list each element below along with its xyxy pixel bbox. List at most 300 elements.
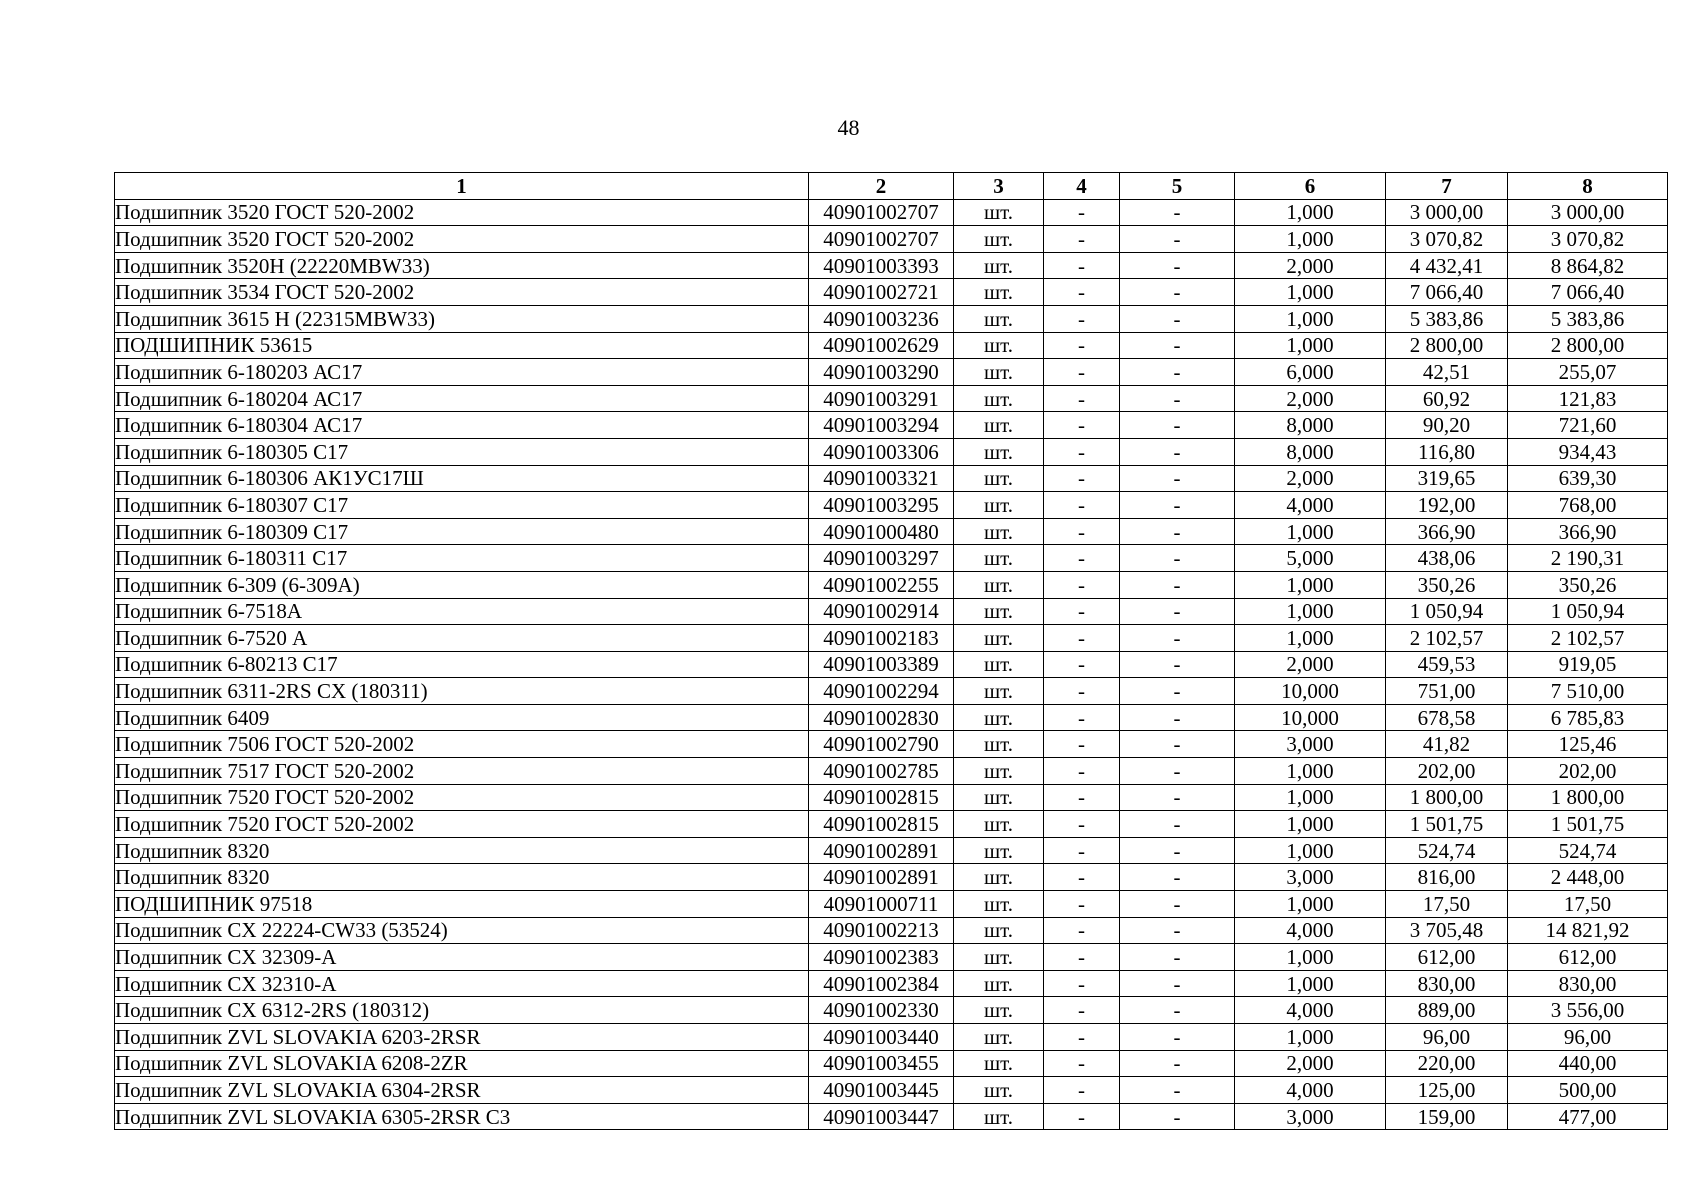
col5-value-cell: - [1120, 385, 1235, 412]
unit-cell: шт. [954, 758, 1044, 785]
unit-cell: шт. [954, 1050, 1044, 1077]
quantity-cell: 1,000 [1235, 226, 1386, 253]
quantity-cell: 8,000 [1235, 412, 1386, 439]
col5-value-cell: - [1120, 944, 1235, 971]
col4-value-cell: - [1044, 332, 1120, 359]
price-cell: 438,06 [1386, 545, 1508, 572]
col4-value-cell: - [1044, 1103, 1120, 1130]
item-code-cell: 40901003393 [809, 252, 954, 279]
amount-cell: 125,46 [1508, 731, 1668, 758]
amount-cell: 612,00 [1508, 944, 1668, 971]
price-cell: 1 050,94 [1386, 598, 1508, 625]
item-code-cell: 40901003447 [809, 1103, 954, 1130]
table-row [115, 731, 1668, 758]
item-name-cell: Подшипник ZVL SLOVAKIA 6208-2ZR [115, 1050, 809, 1077]
page-number: 48 [837, 115, 860, 140]
item-name-cell: Подшипник 6-7518А [115, 598, 809, 625]
col5-value-cell: - [1120, 226, 1235, 253]
unit-cell: шт. [954, 625, 1044, 652]
amount-cell: 2 448,00 [1508, 864, 1668, 891]
col5-value-cell: - [1120, 997, 1235, 1024]
quantity-cell: 1,000 [1235, 332, 1386, 359]
amount-cell: 830,00 [1508, 970, 1668, 997]
unit-cell: шт. [954, 199, 1044, 226]
item-name-cell: Подшипник CX 32310-A [115, 970, 809, 997]
col5-value-cell: - [1120, 651, 1235, 678]
col4-value-cell: - [1044, 359, 1120, 386]
item-code-cell: 40901003236 [809, 305, 954, 332]
item-name-cell: Подшипник 6-180309 С17 [115, 518, 809, 545]
quantity-cell: 1,000 [1235, 811, 1386, 838]
table-row [115, 1103, 1668, 1130]
price-cell: 202,00 [1386, 758, 1508, 785]
col5-value-cell: - [1120, 891, 1235, 918]
item-code-cell: 40901002383 [809, 944, 954, 971]
column-header: 1 [115, 173, 809, 200]
unit-cell: шт. [954, 412, 1044, 439]
col5-value-cell: - [1120, 837, 1235, 864]
price-cell: 2 102,57 [1386, 625, 1508, 652]
item-code-cell: 40901002330 [809, 997, 954, 1024]
col4-value-cell: - [1044, 279, 1120, 306]
amount-cell: 6 785,83 [1508, 704, 1668, 731]
table-row [115, 545, 1668, 572]
item-code-cell: 40901000480 [809, 518, 954, 545]
item-code-cell: 40901002629 [809, 332, 954, 359]
amount-cell: 14 821,92 [1508, 917, 1668, 944]
quantity-cell: 1,000 [1235, 837, 1386, 864]
item-code-cell: 40901003297 [809, 545, 954, 572]
item-code-cell: 40901003445 [809, 1077, 954, 1104]
amount-cell: 1 050,94 [1508, 598, 1668, 625]
item-name-cell: Подшипник 3534 ГОСТ 520-2002 [115, 279, 809, 306]
table-row [115, 784, 1668, 811]
quantity-cell: 2,000 [1235, 1050, 1386, 1077]
item-name-cell: Подшипник 3520 ГОСТ 520-2002 [115, 199, 809, 226]
item-name-cell: ПОДШИПНИК 97518 [115, 891, 809, 918]
table-row [115, 891, 1668, 918]
amount-cell: 524,74 [1508, 837, 1668, 864]
table-row [115, 412, 1668, 439]
item-code-cell: 40901000711 [809, 891, 954, 918]
table-body [115, 199, 1668, 1130]
price-cell: 116,80 [1386, 438, 1508, 465]
col5-value-cell: - [1120, 252, 1235, 279]
quantity-cell: 5,000 [1235, 545, 1386, 572]
table-row [115, 1024, 1668, 1051]
header-row [115, 173, 1668, 200]
col5-value-cell: - [1120, 465, 1235, 492]
item-code-cell: 40901003291 [809, 385, 954, 412]
quantity-cell: 3,000 [1235, 731, 1386, 758]
price-cell: 7 066,40 [1386, 279, 1508, 306]
item-code-cell: 40901003290 [809, 359, 954, 386]
item-code-cell: 40901002255 [809, 571, 954, 598]
table-row [115, 438, 1668, 465]
col4-value-cell: - [1044, 837, 1120, 864]
price-cell: 816,00 [1386, 864, 1508, 891]
unit-cell: шт. [954, 651, 1044, 678]
item-name-cell: Подшипник CX 22224-CW33 (53524) [115, 917, 809, 944]
price-cell: 3 000,00 [1386, 199, 1508, 226]
unit-cell: шт. [954, 704, 1044, 731]
table-row [115, 492, 1668, 519]
column-header: 4 [1044, 173, 1120, 200]
table-row [115, 837, 1668, 864]
quantity-cell: 2,000 [1235, 252, 1386, 279]
table-row [115, 252, 1668, 279]
quantity-cell: 8,000 [1235, 438, 1386, 465]
amount-cell: 1 501,75 [1508, 811, 1668, 838]
col5-value-cell: - [1120, 438, 1235, 465]
amount-cell: 721,60 [1508, 412, 1668, 439]
item-code-cell: 40901002891 [809, 864, 954, 891]
price-cell: 366,90 [1386, 518, 1508, 545]
price-cell: 4 432,41 [1386, 252, 1508, 279]
quantity-cell: 1,000 [1235, 758, 1386, 785]
price-cell: 159,00 [1386, 1103, 1508, 1130]
price-cell: 125,00 [1386, 1077, 1508, 1104]
col5-value-cell: - [1120, 598, 1235, 625]
column-header: 3 [954, 173, 1044, 200]
table-row [115, 944, 1668, 971]
col4-value-cell: - [1044, 438, 1120, 465]
item-name-cell: Подшипник 8320 [115, 837, 809, 864]
quantity-cell: 10,000 [1235, 704, 1386, 731]
amount-cell: 8 864,82 [1508, 252, 1668, 279]
unit-cell: шт. [954, 279, 1044, 306]
col5-value-cell: - [1120, 784, 1235, 811]
table-row [115, 917, 1668, 944]
amount-cell: 3 070,82 [1508, 226, 1668, 253]
col5-value-cell: - [1120, 305, 1235, 332]
col4-value-cell: - [1044, 758, 1120, 785]
item-code-cell: 40901002721 [809, 279, 954, 306]
unit-cell: шт. [954, 970, 1044, 997]
unit-cell: шт. [954, 492, 1044, 519]
price-cell: 17,50 [1386, 891, 1508, 918]
col5-value-cell: - [1120, 678, 1235, 705]
item-name-cell: Подшипник 3520 ГОСТ 520-2002 [115, 226, 809, 253]
col5-value-cell: - [1120, 1103, 1235, 1130]
column-header: 5 [1120, 173, 1235, 200]
item-code-cell: 40901002815 [809, 811, 954, 838]
item-name-cell: Подшипник 3520Н (22220MBW33) [115, 252, 809, 279]
col4-value-cell: - [1044, 1050, 1120, 1077]
price-cell: 42,51 [1386, 359, 1508, 386]
amount-cell: 5 383,86 [1508, 305, 1668, 332]
table-row [115, 1050, 1668, 1077]
table-row [115, 970, 1668, 997]
table-row [115, 625, 1668, 652]
col4-value-cell: - [1044, 864, 1120, 891]
item-name-cell: Подшипник ZVL SLOVAKIA 6203-2RSR [115, 1024, 809, 1051]
col5-value-cell: - [1120, 1024, 1235, 1051]
col4-value-cell: - [1044, 651, 1120, 678]
col5-value-cell: - [1120, 518, 1235, 545]
col4-value-cell: - [1044, 199, 1120, 226]
column-header: 8 [1508, 173, 1668, 200]
quantity-cell: 3,000 [1235, 864, 1386, 891]
col5-value-cell: - [1120, 811, 1235, 838]
price-cell: 889,00 [1386, 997, 1508, 1024]
item-code-cell: 40901002891 [809, 837, 954, 864]
unit-cell: шт. [954, 359, 1044, 386]
unit-cell: шт. [954, 731, 1044, 758]
unit-cell: шт. [954, 891, 1044, 918]
price-cell: 751,00 [1386, 678, 1508, 705]
quantity-cell: 4,000 [1235, 917, 1386, 944]
quantity-cell: 1,000 [1235, 1024, 1386, 1051]
amount-cell: 3 556,00 [1508, 997, 1668, 1024]
quantity-cell: 1,000 [1235, 784, 1386, 811]
unit-cell: шт. [954, 997, 1044, 1024]
amount-cell: 121,83 [1508, 385, 1668, 412]
item-name-cell: Подшипник 7520 ГОСТ 520-2002 [115, 784, 809, 811]
inventory-table [114, 172, 1668, 1130]
col5-value-cell: - [1120, 917, 1235, 944]
price-cell: 1 501,75 [1386, 811, 1508, 838]
amount-cell: 96,00 [1508, 1024, 1668, 1051]
table-row [115, 359, 1668, 386]
unit-cell: шт. [954, 385, 1044, 412]
unit-cell: шт. [954, 518, 1044, 545]
item-code-cell: 40901002183 [809, 625, 954, 652]
item-code-cell: 40901002213 [809, 917, 954, 944]
price-cell: 60,92 [1386, 385, 1508, 412]
unit-cell: шт. [954, 465, 1044, 492]
col5-value-cell: - [1120, 864, 1235, 891]
amount-cell: 639,30 [1508, 465, 1668, 492]
col5-value-cell: - [1120, 758, 1235, 785]
unit-cell: шт. [954, 917, 1044, 944]
unit-cell: шт. [954, 784, 1044, 811]
quantity-cell: 4,000 [1235, 492, 1386, 519]
table-row [115, 305, 1668, 332]
item-name-cell: Подшипник ZVL SLOVAKIA 6305-2RSR C3 [115, 1103, 809, 1130]
price-cell: 3 070,82 [1386, 226, 1508, 253]
quantity-cell: 1,000 [1235, 598, 1386, 625]
item-code-cell: 40901002785 [809, 758, 954, 785]
item-code-cell: 40901003294 [809, 412, 954, 439]
unit-cell: шт. [954, 944, 1044, 971]
col4-value-cell: - [1044, 518, 1120, 545]
item-name-cell: Подшипник 7506 ГОСТ 520-2002 [115, 731, 809, 758]
column-header: 2 [809, 173, 954, 200]
quantity-cell: 1,000 [1235, 279, 1386, 306]
col4-value-cell: - [1044, 811, 1120, 838]
unit-cell: шт. [954, 1077, 1044, 1104]
price-cell: 350,26 [1386, 571, 1508, 598]
item-name-cell: Подшипник 6-7520 А [115, 625, 809, 652]
col5-value-cell: - [1120, 704, 1235, 731]
amount-cell: 366,90 [1508, 518, 1668, 545]
quantity-cell: 1,000 [1235, 305, 1386, 332]
col4-value-cell: - [1044, 226, 1120, 253]
table-row [115, 758, 1668, 785]
price-cell: 612,00 [1386, 944, 1508, 971]
table-row [115, 332, 1668, 359]
quantity-cell: 4,000 [1235, 1077, 1386, 1104]
column-header: 6 [1235, 173, 1386, 200]
unit-cell: шт. [954, 811, 1044, 838]
item-name-cell: Подшипник 6-180307 С17 [115, 492, 809, 519]
item-name-cell: Подшипник 6-180204 АС17 [115, 385, 809, 412]
amount-cell: 2 190,31 [1508, 545, 1668, 572]
quantity-cell: 2,000 [1235, 385, 1386, 412]
table-row [115, 997, 1668, 1024]
amount-cell: 7 510,00 [1508, 678, 1668, 705]
item-name-cell: Подшипник CX 32309-A [115, 944, 809, 971]
item-code-cell: 40901003321 [809, 465, 954, 492]
item-name-cell: Подшипник CX 6312-2RS (180312) [115, 997, 809, 1024]
table-row [115, 279, 1668, 306]
table-row [115, 465, 1668, 492]
amount-cell: 3 000,00 [1508, 199, 1668, 226]
col4-value-cell: - [1044, 492, 1120, 519]
col4-value-cell: - [1044, 731, 1120, 758]
col4-value-cell: - [1044, 571, 1120, 598]
amount-cell: 350,26 [1508, 571, 1668, 598]
item-code-cell: 40901003295 [809, 492, 954, 519]
item-code-cell: 40901002790 [809, 731, 954, 758]
unit-cell: шт. [954, 837, 1044, 864]
column-header: 7 [1386, 173, 1508, 200]
col4-value-cell: - [1044, 598, 1120, 625]
quantity-cell: 1,000 [1235, 970, 1386, 997]
col4-value-cell: - [1044, 784, 1120, 811]
col5-value-cell: - [1120, 625, 1235, 652]
price-cell: 524,74 [1386, 837, 1508, 864]
unit-cell: шт. [954, 864, 1044, 891]
col5-value-cell: - [1120, 970, 1235, 997]
table-row [115, 651, 1668, 678]
table-row [115, 385, 1668, 412]
unit-cell: шт. [954, 438, 1044, 465]
item-name-cell: Подшипник 8320 [115, 864, 809, 891]
amount-cell: 919,05 [1508, 651, 1668, 678]
table-row [115, 678, 1668, 705]
table-row [115, 704, 1668, 731]
table-row [115, 1077, 1668, 1104]
item-name-cell: Подшипник 6-180306 АК1УС17Ш [115, 465, 809, 492]
table-row [115, 199, 1668, 226]
unit-cell: шт. [954, 678, 1044, 705]
price-cell: 41,82 [1386, 731, 1508, 758]
price-cell: 459,53 [1386, 651, 1508, 678]
col5-value-cell: - [1120, 492, 1235, 519]
price-cell: 830,00 [1386, 970, 1508, 997]
col5-value-cell: - [1120, 1050, 1235, 1077]
col4-value-cell: - [1044, 545, 1120, 572]
amount-cell: 1 800,00 [1508, 784, 1668, 811]
unit-cell: шт. [954, 332, 1044, 359]
quantity-cell: 2,000 [1235, 651, 1386, 678]
quantity-cell: 1,000 [1235, 625, 1386, 652]
col5-value-cell: - [1120, 545, 1235, 572]
item-name-cell: Подшипник 6-180311 С17 [115, 545, 809, 572]
quantity-cell: 1,000 [1235, 891, 1386, 918]
amount-cell: 934,43 [1508, 438, 1668, 465]
col5-value-cell: - [1120, 731, 1235, 758]
price-cell: 678,58 [1386, 704, 1508, 731]
col4-value-cell: - [1044, 891, 1120, 918]
item-code-cell: 40901002707 [809, 199, 954, 226]
item-name-cell: Подшипник 7520 ГОСТ 520-2002 [115, 811, 809, 838]
item-name-cell: ПОДШИПНИК 53615 [115, 332, 809, 359]
price-cell: 3 705,48 [1386, 917, 1508, 944]
amount-cell: 500,00 [1508, 1077, 1668, 1104]
col5-value-cell: - [1120, 412, 1235, 439]
col5-value-cell: - [1120, 279, 1235, 306]
item-code-cell: 40901003440 [809, 1024, 954, 1051]
amount-cell: 2 800,00 [1508, 332, 1668, 359]
col4-value-cell: - [1044, 997, 1120, 1024]
item-name-cell: Подшипник 6311-2RS CX (180311) [115, 678, 809, 705]
table-row [115, 598, 1668, 625]
unit-cell: шт. [954, 545, 1044, 572]
unit-cell: шт. [954, 305, 1044, 332]
quantity-cell: 1,000 [1235, 944, 1386, 971]
amount-cell: 17,50 [1508, 891, 1668, 918]
item-code-cell: 40901002815 [809, 784, 954, 811]
table-row [115, 226, 1668, 253]
item-name-cell: Подшипник 6-180203 АС17 [115, 359, 809, 386]
price-cell: 90,20 [1386, 412, 1508, 439]
col4-value-cell: - [1044, 385, 1120, 412]
quantity-cell: 1,000 [1235, 199, 1386, 226]
table-row [115, 571, 1668, 598]
quantity-cell: 6,000 [1235, 359, 1386, 386]
item-name-cell: Подшипник 6-180304 АС17 [115, 412, 809, 439]
col5-value-cell: - [1120, 199, 1235, 226]
amount-cell: 2 102,57 [1508, 625, 1668, 652]
col4-value-cell: - [1044, 917, 1120, 944]
price-cell: 96,00 [1386, 1024, 1508, 1051]
col4-value-cell: - [1044, 1024, 1120, 1051]
amount-cell: 202,00 [1508, 758, 1668, 785]
item-name-cell: Подшипник 6-80213 С17 [115, 651, 809, 678]
quantity-cell: 1,000 [1235, 518, 1386, 545]
unit-cell: шт. [954, 598, 1044, 625]
amount-cell: 477,00 [1508, 1103, 1668, 1130]
item-name-cell: Подшипник 3615 Н (22315MBW33) [115, 305, 809, 332]
amount-cell: 255,07 [1508, 359, 1668, 386]
col4-value-cell: - [1044, 625, 1120, 652]
amount-cell: 7 066,40 [1508, 279, 1668, 306]
quantity-cell: 3,000 [1235, 1103, 1386, 1130]
item-name-cell: Подшипник 6-180305 С17 [115, 438, 809, 465]
col5-value-cell: - [1120, 571, 1235, 598]
unit-cell: шт. [954, 226, 1044, 253]
quantity-cell: 2,000 [1235, 465, 1386, 492]
amount-cell: 440,00 [1508, 1050, 1668, 1077]
col4-value-cell: - [1044, 970, 1120, 997]
price-cell: 192,00 [1386, 492, 1508, 519]
price-cell: 5 383,86 [1386, 305, 1508, 332]
price-cell: 2 800,00 [1386, 332, 1508, 359]
table-row [115, 864, 1668, 891]
item-name-cell: Подшипник 6409 [115, 704, 809, 731]
col4-value-cell: - [1044, 944, 1120, 971]
col4-value-cell: - [1044, 412, 1120, 439]
quantity-cell: 4,000 [1235, 997, 1386, 1024]
item-name-cell: Подшипник ZVL SLOVAKIA 6304-2RSR [115, 1077, 809, 1104]
item-code-cell: 40901002830 [809, 704, 954, 731]
item-code-cell: 40901002707 [809, 226, 954, 253]
quantity-cell: 10,000 [1235, 678, 1386, 705]
col4-value-cell: - [1044, 305, 1120, 332]
